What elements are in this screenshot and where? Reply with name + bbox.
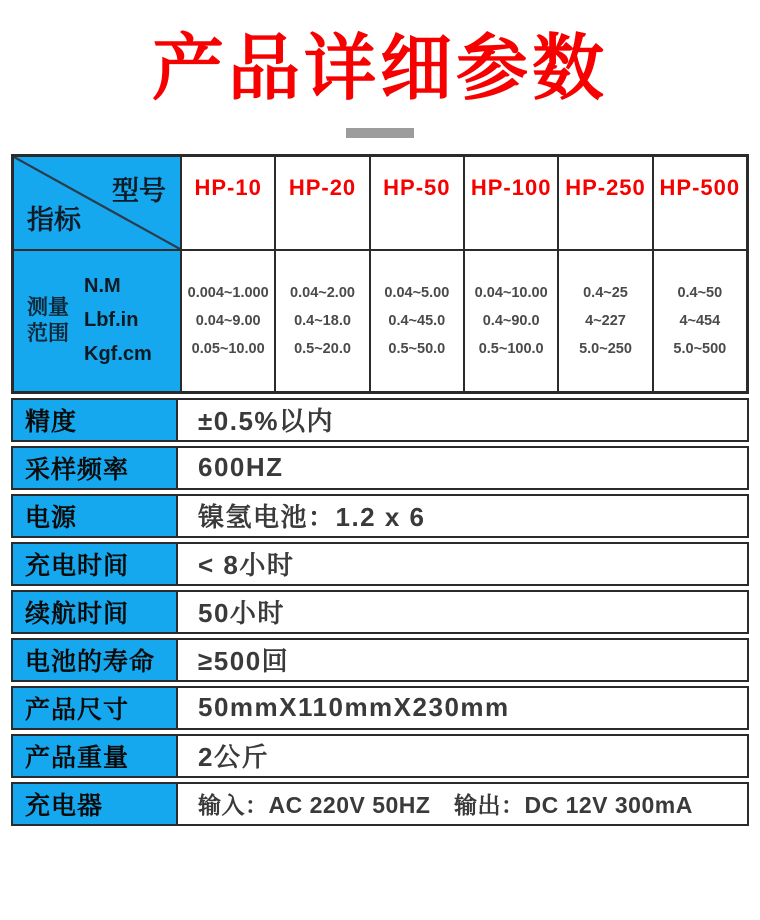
product-spec-table xyxy=(11,154,749,826)
spec-row-value: ≥500回 xyxy=(198,646,290,677)
spec-rows-section xyxy=(11,398,749,826)
measure-range-units xyxy=(84,276,152,365)
range-value: 0.04~10.00 xyxy=(474,284,548,301)
range-values-cell xyxy=(369,251,463,391)
spec-row xyxy=(11,782,749,826)
spec-row-value: ±0.5%以内 xyxy=(198,406,335,437)
measure-range-label xyxy=(27,295,71,347)
spec-row xyxy=(11,734,749,778)
range-value: 5.0~500 xyxy=(673,340,727,357)
range-values-cell xyxy=(557,251,651,391)
range-value: 0.4~18.0 xyxy=(294,312,351,329)
model-header xyxy=(463,157,557,251)
measure-range-label-line2: 范围 xyxy=(27,321,69,345)
range-value: 0.4~90.0 xyxy=(482,312,540,329)
spec-row xyxy=(11,398,749,442)
range-value: 4~454 xyxy=(679,312,721,329)
unit-kgfcm: Kgf.cm xyxy=(84,343,152,366)
corner-label-model: 型号 xyxy=(112,175,166,206)
model-header xyxy=(180,157,274,251)
spec-row xyxy=(11,446,749,490)
spec-row-label: 精度 xyxy=(13,400,178,440)
model-header xyxy=(652,157,746,251)
spec-row-label: 采样频率 xyxy=(13,448,178,488)
range-value: 5.0~250 xyxy=(579,340,632,357)
spec-row xyxy=(11,638,749,682)
range-value: 0.004~1.000 xyxy=(187,284,269,301)
range-value: 0.5~20.0 xyxy=(294,340,351,357)
range-value: 0.5~50.0 xyxy=(388,340,446,357)
measure-range-label-cell xyxy=(14,251,180,391)
page-title: 产品详细参数 xyxy=(151,29,608,109)
model-header-label: HP-250 xyxy=(565,174,646,200)
table-corner-cell xyxy=(14,157,180,251)
measure-range-label-line1: 测量 xyxy=(27,295,69,319)
spec-row-value: 2公斤 xyxy=(198,742,269,773)
corner-label-index: 指标 xyxy=(27,204,81,235)
range-value: 0.04~9.00 xyxy=(195,312,261,329)
spec-row-label: 产品重量 xyxy=(13,736,178,776)
title-underline-bar xyxy=(346,128,414,138)
spec-row-value: 50mmX110mmX230mm xyxy=(198,692,510,723)
range-value: 0.4~50 xyxy=(677,284,723,301)
model-header xyxy=(557,157,651,251)
range-value: 0.5~100.0 xyxy=(478,340,544,357)
model-header-label: HP-100 xyxy=(470,174,552,200)
spec-table-header-grid xyxy=(11,154,749,394)
spec-row xyxy=(11,542,749,586)
spec-row-label: 充电时间 xyxy=(13,544,178,584)
spec-row-label: 电源 xyxy=(13,496,178,536)
spec-row-value: 600HZ xyxy=(198,452,284,483)
unit-nm: N.M xyxy=(84,275,121,298)
range-value: 4~227 xyxy=(585,312,626,329)
model-header-label: HP-10 xyxy=(194,174,262,200)
spec-row-value: < 8小时 xyxy=(198,550,295,581)
spec-row-label: 续航时间 xyxy=(13,592,178,632)
spec-row-value: 50小时 xyxy=(198,598,285,629)
range-value: 0.04~5.00 xyxy=(384,284,450,301)
range-value: 0.04~2.00 xyxy=(290,284,355,301)
spec-row-label: 产品尺寸 xyxy=(13,688,178,728)
spec-row-label: 充电器 xyxy=(13,784,178,824)
range-values-cell xyxy=(274,251,368,391)
model-header xyxy=(369,157,463,251)
spec-row xyxy=(11,590,749,634)
spec-row-value: 输入：AC 220V 50HZ 输出：DC 12V 300mA xyxy=(198,792,693,819)
spec-row-label: 电池的寿命 xyxy=(13,640,178,680)
model-header-label: HP-500 xyxy=(659,174,741,200)
range-values-cell xyxy=(463,251,557,391)
unit-lbfin: Lbf.in xyxy=(84,309,139,332)
range-values-cell xyxy=(180,251,274,391)
model-header-label: HP-20 xyxy=(288,174,357,200)
range-value: 0.4~45.0 xyxy=(388,312,446,329)
spec-row-value: 镍氢电池：1.2 x 6 xyxy=(198,502,426,533)
spec-row xyxy=(11,494,749,538)
range-value: 0.4~25 xyxy=(583,284,628,301)
product-parameters-page xyxy=(0,26,760,826)
model-header xyxy=(274,157,368,251)
range-values-cell xyxy=(652,251,746,391)
model-header-label: HP-50 xyxy=(383,174,451,200)
spec-row xyxy=(11,686,749,730)
range-value: 0.05~10.00 xyxy=(191,340,265,357)
